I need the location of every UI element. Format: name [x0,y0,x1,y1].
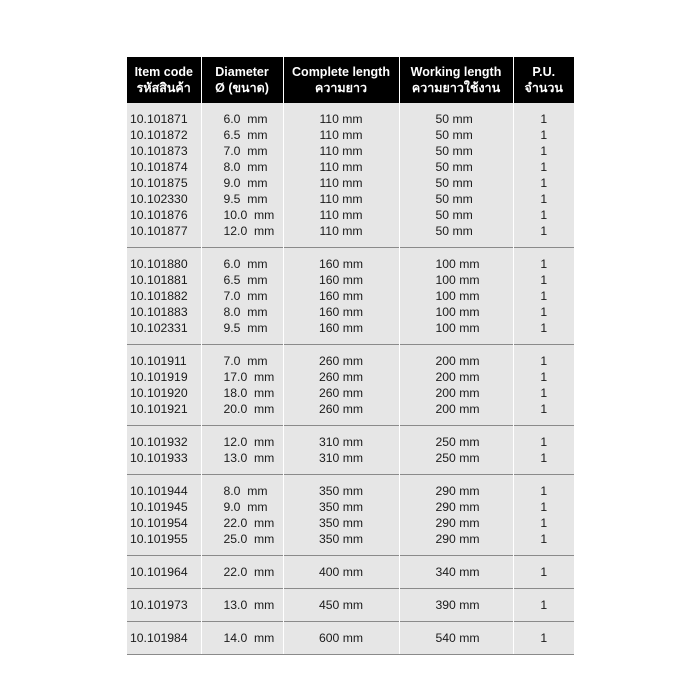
pu-cell: 1 [513,622,574,655]
diameter-cell: 7.0 mm [201,143,283,159]
pu-cell: 1 [513,475,574,500]
complete-length-cell: 110 mm [283,143,399,159]
working-length-cell: 100 mm [399,248,513,273]
working-length-cell: 50 mm [399,143,513,159]
diameter-cell: 9.5 mm [201,320,283,345]
header-diameter-th: Ø (ขนาด) [215,81,269,95]
working-length-cell: 540 mm [399,622,513,655]
complete-length-cell: 160 mm [283,248,399,273]
complete-length-cell: 260 mm [283,369,399,385]
table-row [127,622,574,655]
complete-length-cell: 110 mm [283,207,399,223]
item-code-cell: 10.101881 [130,273,188,287]
table-row [127,385,574,401]
working-length-cell: 290 mm [399,475,513,500]
table-row [127,401,574,426]
diameter-cell: 22.0 mm [201,515,283,531]
item-code-cell: 10.101945 [130,500,188,514]
table-row [127,426,574,451]
complete-length-cell: 110 mm [283,223,399,248]
working-length-cell: 100 mm [399,320,513,345]
header-complete-length [283,57,399,103]
item-code-cell: 10.101882 [130,289,188,303]
table-row [127,304,574,320]
complete-length-cell: 310 mm [283,426,399,451]
header-pu [513,57,574,103]
diameter-cell: 9.0 mm [201,499,283,515]
complete-length-cell: 110 mm [283,127,399,143]
item-code-cell: 10.101880 [127,248,201,273]
complete-length-cell: 110 mm [283,191,399,207]
item-code-cell: 10.101911 [127,345,201,370]
pu-cell: 1 [513,127,574,143]
diameter-cell: 18.0 mm [201,385,283,401]
complete-length-cell: 110 mm [283,175,399,191]
table-row [127,272,574,288]
header-complete-length-en: Complete length [292,65,390,79]
table-row [127,159,574,175]
diameter-cell: 6.0 mm [201,248,283,273]
item-code-cell: 10.101883 [130,305,188,319]
table-row [127,515,574,531]
table-row [127,223,574,248]
item-code-cell: 10.101932 [127,426,201,451]
diameter-cell: 13.0 mm [201,589,283,622]
diameter-cell: 9.0 mm [201,175,283,191]
pu-cell: 1 [513,515,574,531]
table-row [127,450,574,475]
item-code-cell: 10.101875 [130,176,188,190]
diameter-cell: 17.0 mm [201,369,283,385]
item-code-cell: 10.102331 [130,321,188,335]
header-item-code-en: Item code [134,65,193,79]
diameter-cell: 10.0 mm [201,207,283,223]
complete-length-cell: 260 mm [283,345,399,370]
diameter-cell: 6.5 mm [201,127,283,143]
pu-cell: 1 [513,556,574,589]
complete-length-cell: 110 mm [283,159,399,175]
complete-length-cell: 350 mm [283,531,399,556]
header-working-length-th: ความยาวใช้งาน [411,81,501,95]
complete-length-cell: 600 mm [283,622,399,655]
pu-cell: 1 [513,191,574,207]
working-length-cell: 50 mm [399,191,513,207]
working-length-cell: 290 mm [399,531,513,556]
pu-cell: 1 [513,401,574,426]
working-length-cell: 200 mm [399,401,513,426]
diameter-cell: 7.0 mm [201,288,283,304]
complete-length-cell: 110 mm [283,103,399,127]
item-code-cell: 10.101964 [127,556,201,589]
complete-length-cell: 450 mm [283,589,399,622]
table-row [127,320,574,345]
working-length-cell: 100 mm [399,288,513,304]
item-code-cell: 10.101921 [130,402,188,416]
working-length-cell: 250 mm [399,450,513,475]
item-code-cell: 10.101873 [130,144,188,158]
working-length-cell: 100 mm [399,272,513,288]
complete-length-cell: 160 mm [283,288,399,304]
working-length-cell: 200 mm [399,385,513,401]
header-diameter [201,57,283,103]
table-row [127,248,574,273]
complete-length-cell: 350 mm [283,515,399,531]
table-row [127,143,574,159]
table-row [127,288,574,304]
complete-length-cell: 260 mm [283,385,399,401]
item-code-cell: 10.101955 [130,532,188,546]
pu-cell: 1 [513,288,574,304]
table-header [127,57,574,103]
working-length-cell: 50 mm [399,175,513,191]
working-length-cell: 290 mm [399,515,513,531]
working-length-cell: 290 mm [399,499,513,515]
pu-cell: 1 [513,345,574,370]
header-working-length [399,57,513,103]
item-code-cell: 10.101871 [130,112,188,126]
item-code-cell: 10.101874 [130,160,188,174]
diameter-cell: 12.0 mm [201,426,283,451]
working-length-cell: 200 mm [399,345,513,370]
table-row [127,191,574,207]
table-row [127,499,574,515]
pu-cell: 1 [513,175,574,191]
item-code-cell: 10.101944 [127,475,201,500]
pu-cell: 1 [513,248,574,273]
table-row [127,531,574,556]
working-length-cell: 50 mm [399,223,513,248]
diameter-cell: 14.0 mm [201,622,283,655]
working-length-cell: 50 mm [399,103,513,127]
item-code-cell: 10.101984 [127,622,201,655]
complete-length-cell: 310 mm [283,450,399,475]
working-length-cell: 340 mm [399,556,513,589]
complete-length-cell: 350 mm [283,475,399,500]
working-length-cell: 390 mm [399,589,513,622]
header-complete-length-th: ความยาว [314,81,367,95]
pu-cell: 1 [513,143,574,159]
pu-cell: 1 [513,320,574,345]
diameter-cell: 25.0 mm [201,531,283,556]
pu-cell: 1 [513,385,574,401]
complete-length-cell: 260 mm [283,401,399,426]
diameter-cell: 8.0 mm [201,304,283,320]
pu-cell: 1 [513,207,574,223]
diameter-cell: 6.0 mm [201,103,283,127]
item-code-cell: 10.101919 [130,370,188,384]
header-row [127,57,574,103]
pu-cell: 1 [513,272,574,288]
table-body [127,103,574,655]
table-row [127,556,574,589]
item-code-cell: 10.102330 [130,192,188,206]
working-length-cell: 200 mm [399,369,513,385]
working-length-cell: 250 mm [399,426,513,451]
table-row [127,127,574,143]
complete-length-cell: 160 mm [283,304,399,320]
item-code-cell: 10.101954 [130,516,188,530]
complete-length-cell: 400 mm [283,556,399,589]
diameter-cell: 8.0 mm [201,159,283,175]
pu-cell: 1 [513,159,574,175]
working-length-cell: 100 mm [399,304,513,320]
table-row [127,369,574,385]
working-length-cell: 50 mm [399,127,513,143]
item-code-cell: 10.101872 [130,128,188,142]
diameter-cell: 13.0 mm [201,450,283,475]
item-code-cell: 10.101973 [127,589,201,622]
header-item-code [127,57,201,103]
item-code-cell: 10.101876 [130,208,188,222]
table-row [127,475,574,500]
header-pu-th: จำนวน [524,81,563,95]
complete-length-cell: 160 mm [283,272,399,288]
diameter-cell: 8.0 mm [201,475,283,500]
pu-cell: 1 [513,531,574,556]
item-code-cell: 10.101920 [130,386,188,400]
table-row [127,345,574,370]
pu-cell: 1 [513,103,574,127]
complete-length-cell: 350 mm [283,499,399,515]
table-row [127,175,574,191]
diameter-cell: 20.0 mm [201,401,283,426]
diameter-cell: 6.5 mm [201,272,283,288]
header-item-code-th: รหัสสินค้า [136,81,191,95]
diameter-cell: 22.0 mm [201,556,283,589]
diameter-cell: 7.0 mm [201,345,283,370]
diameter-cell: 9.5 mm [201,191,283,207]
working-length-cell: 50 mm [399,159,513,175]
item-code-cell: 10.101877 [130,224,188,238]
table-row [127,207,574,223]
pu-cell: 1 [513,369,574,385]
item-code-cell: 10.101933 [130,451,188,465]
table-row [127,589,574,622]
diameter-cell: 12.0 mm [201,223,283,248]
working-length-cell: 50 mm [399,207,513,223]
header-pu-en: P.U. [532,65,556,79]
pu-cell: 1 [513,450,574,475]
complete-length-cell: 160 mm [283,320,399,345]
header-diameter-en: Diameter [215,65,269,79]
pu-cell: 1 [513,426,574,451]
pu-cell: 1 [513,499,574,515]
pu-cell: 1 [513,223,574,248]
table-row [127,103,574,127]
header-working-length-en: Working length [410,65,502,79]
pu-cell: 1 [513,589,574,622]
spec-table [127,57,574,655]
pu-cell: 1 [513,304,574,320]
